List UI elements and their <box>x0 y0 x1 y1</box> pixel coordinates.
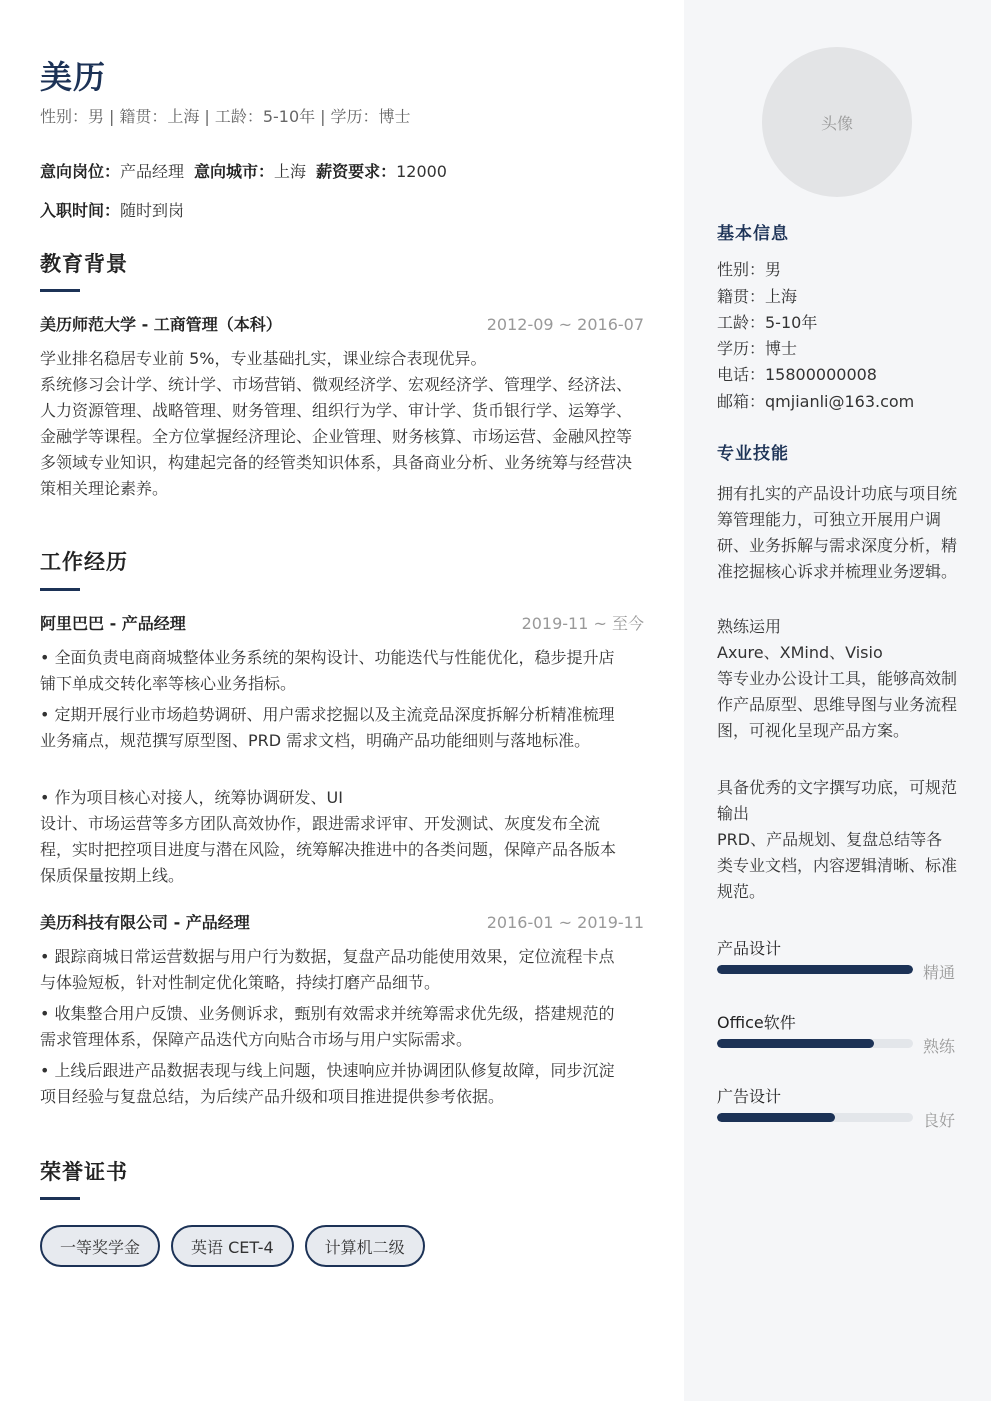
skill-bar-track <box>717 965 913 974</box>
city-intent-value: 上海 <box>274 162 307 181</box>
basic-info-title: 基本信息 <box>717 224 789 244</box>
skill-bar-level: 熟练 <box>923 1037 956 1056</box>
job-intent-line <box>40 159 447 182</box>
education-entry-header <box>40 312 644 335</box>
start-date-line <box>40 198 184 221</box>
education-date: 2012-09 ~ 2016-07 <box>486 315 644 334</box>
skill-bar-name: Office软件 <box>717 1013 796 1032</box>
school-name: 美历师范大学 - 工商管理（本科） <box>40 315 282 334</box>
honor-tag: 一等奖学金 <box>40 1225 160 1267</box>
job-company-title: 阿里巴巴 - 产品经理 <box>40 614 186 633</box>
separator: | <box>204 107 210 126</box>
skills-paragraph: 熟练运用 Axure、XMind、Visio 等专业办公设计工具，能够高效制作产品原型、思维导图与业务流程图，可视化呈现产品方案。 <box>717 617 958 740</box>
job-intent-value: 产品经理 <box>120 162 185 181</box>
honor-tag: 计算机二级 <box>305 1225 425 1267</box>
education-section-title: 教育背景 <box>40 252 128 276</box>
job-intent-label: 意向岗位： <box>40 162 121 181</box>
gender-text: 性别：男 <box>40 107 105 126</box>
job-bullet: • 作为项目核心对接人，统筹协调研发、UI 设计、市场运营等多方团队高效协作，跟进需求评审、开发测试、灰度发布全流程，实时把控项目进度与潜在风险，统筹解决推进中的各类问题，保障产品各版本保质保量按期上线。 <box>40 788 617 885</box>
skill-bar-track <box>717 1039 913 1048</box>
honors-section-title: 荣誉证书 <box>40 1160 128 1184</box>
info-degree: 学历：博士 <box>717 339 798 358</box>
degree-text: 学历：博士 <box>330 107 411 126</box>
resume-name: 美历 <box>40 58 107 96</box>
job-entry-header <box>40 611 644 634</box>
avatar <box>762 47 912 197</box>
job-date: 2019-11 ~ 至今 <box>521 614 644 633</box>
experience-years-text: 工龄：5-10年 <box>214 107 316 126</box>
skill-bar-fill <box>717 1113 835 1122</box>
job-bullet: • 跟踪商城日常运营数据与用户行为数据，复盘产品功能使用效果，定位流程卡点与体验短板，针对性制定优化策略，持续打磨产品细节。 <box>40 947 615 992</box>
skill-bar-fill <box>717 1039 874 1048</box>
skill-bar-name: 广告设计 <box>717 1087 782 1106</box>
section-underline <box>40 588 80 591</box>
skill-bar-track <box>717 1113 913 1122</box>
education-description: 学业排名稳居专业前 5%，专业基础扎实，课业综合表现优异。 系统修习会计学、统计学、市场营销、微观经济学、宏观经济学、管理学、经济法、人力资源管理、战略管理、财务管理、组织行为学、审计学、货币银行学、运筹学、金融学等课程。全方位掌握经济理论、企业管理、财务核算、市场运营、金融风控等多领域专业知识，构建起完备的经管类知识体系，具备商业分析、业务统筹与经营决策相关理论素养。 <box>40 349 633 498</box>
info-phone: 电话：15800000008 <box>717 365 877 384</box>
separator: | <box>320 107 326 126</box>
job-bullet: • 上线后跟进产品数据表现与线上问题，快速响应并协调团队修复故障，同步沉淀项目经验与复盘总结，为后续产品升级和项目推进提供参考依据。 <box>40 1061 615 1106</box>
skill-bar-level: 良好 <box>923 1111 956 1130</box>
section-underline <box>40 289 80 292</box>
skill-bar-level: 精通 <box>923 963 956 982</box>
skill-bar-name: 产品设计 <box>717 939 782 958</box>
skill-bar-fill <box>717 965 913 974</box>
salary-label: 薪资要求： <box>316 162 397 181</box>
avatar-label: 头像 <box>820 113 853 133</box>
job-date: 2016-01 ~ 2019-11 <box>486 913 644 932</box>
city-intent-label: 意向城市： <box>194 162 275 181</box>
job-entry-header <box>40 910 644 933</box>
salary-value: 12000 <box>396 162 447 181</box>
honor-tags <box>40 1225 425 1267</box>
skills-paragraph: 具备优秀的文字撰写功底，可规范输出 PRD、产品规划、复盘总结等各类专业文档，内容逻辑清晰、标准规范。 <box>717 778 958 901</box>
skills-paragraph: 拥有扎实的产品设计功底与项目统筹管理能力，可独立开展用户调研、业务拆解与需求深度分析，精准挖掘核心诉求并梳理业务逻辑。 <box>717 484 958 581</box>
start-date-label: 入职时间： <box>40 201 121 220</box>
job-company-title: 美历科技有限公司 - 产品经理 <box>40 913 250 932</box>
honor-tag: 英语 CET-4 <box>171 1225 294 1267</box>
job-bullet: • 收集整合用户反馈、业务侧诉求，甄别有效需求并统筹需求优先级，搭建规范的需求管理体系，保障产品迭代方向贴合市场与用户实际需求。 <box>40 1004 615 1049</box>
basic-info-line <box>40 104 411 127</box>
info-experience: 工龄：5-10年 <box>717 313 818 332</box>
job-bullet: • 全面负责电商商城整体业务系统的架构设计、功能迭代与性能优化，稳步提升店铺下单成交转化率等核心业务指标。 <box>40 648 615 693</box>
job-bullet: • 定期开展行业市场趋势调研、用户需求挖掘以及主流竞品深度拆解分析精准梳理业务痛点，规范撰写原型图、PRD 需求文档，明确产品功能细则与落地标准。 <box>40 705 615 750</box>
hometown-text: 籍贯：上海 <box>119 107 200 126</box>
info-gender: 性别：男 <box>717 260 782 279</box>
separator: | <box>109 107 115 126</box>
info-email: 邮箱：qmjianli@163.com <box>717 392 915 411</box>
info-hometown: 籍贯：上海 <box>717 287 798 306</box>
start-date-value: 随时到岗 <box>120 201 185 220</box>
work-section-title: 工作经历 <box>40 550 128 574</box>
section-underline <box>40 1197 80 1200</box>
skills-title: 专业技能 <box>717 444 789 464</box>
